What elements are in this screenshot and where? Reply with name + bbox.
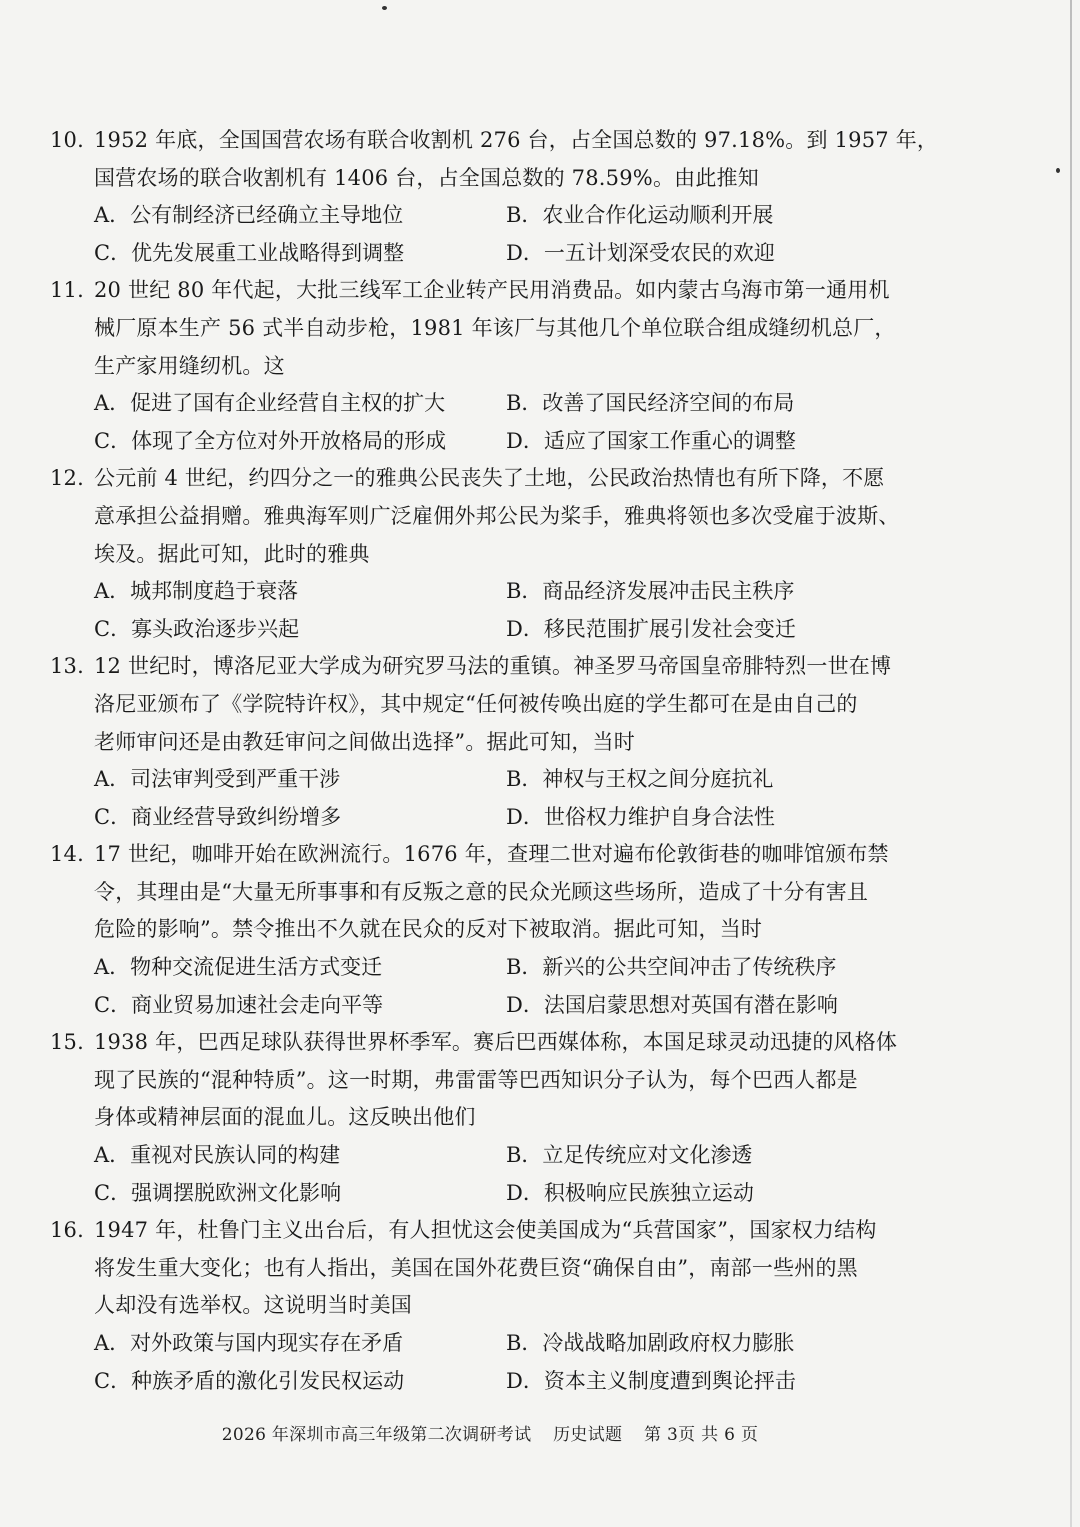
option-row <box>50 573 920 611</box>
question-stem-line: 现了民族的“混种特质”。这一时期，弗雷雷等巴西知识分子认为，每个巴西人都是 <box>94 1067 858 1092</box>
question-stem-line: 械厂原本生产 56 式半自动步枪，1981 年该厂与其他几个单位联合组成缝纫机总厂， <box>94 315 896 340</box>
option-a: A．促进了国有企业经营自主权的扩大 <box>94 391 446 416</box>
option-b: B．改善了国民经济空间的布局 <box>506 391 795 416</box>
option-row <box>50 987 920 1025</box>
question-stem-line <box>50 648 920 686</box>
question-stem-line: 危险的影响”。禁令推出不久就在民众的反对下被取消。据此可知，当时 <box>94 917 763 942</box>
option-b: B．冷战战略加剧政府权力膨胀 <box>506 1331 795 1355</box>
question-stem-line: 身体或精神层面的混血儿。这反映出他们 <box>94 1105 476 1130</box>
option-a: A．城邦制度趋于衰落 <box>94 579 299 604</box>
option-row <box>50 197 920 235</box>
question-list <box>50 122 939 1400</box>
option-d: D．积极响应民族独立运动 <box>506 1180 754 1205</box>
option-d: D．法国启蒙思想对英国有潜在影响 <box>506 992 838 1017</box>
option-row <box>50 1363 920 1401</box>
question-stem-line: 埃及。据此可知，此时的雅典 <box>94 541 370 566</box>
option-row <box>50 761 920 799</box>
question-number: 13. <box>50 654 84 679</box>
question-stem-line <box>50 1024 920 1062</box>
option-c: C．强调摆脱欧洲文化影响 <box>94 1180 342 1205</box>
question-stem-text: 17 世纪，咖啡开始在欧洲流行。1676 年，查理二世对遍布伦敦街巷的咖啡馆颁布禁 <box>94 842 889 867</box>
option-b: B．新兴的公共空间冲击了传统秩序 <box>506 955 837 980</box>
option-c: C．种族矛盾的激化引发民权运动 <box>94 1368 405 1393</box>
question-stem-line <box>50 460 920 498</box>
question-stem-text: 20 世纪 80 年代起，大批三线军工企业转产民用消费品。如内蒙古乌海市第一通用机 <box>94 278 890 303</box>
footer-subject: 历史试题 <box>553 1425 623 1445</box>
question-16 <box>50 1212 920 1400</box>
option-b: B．立足传统应对文化渗透 <box>506 1143 753 1168</box>
question-number: 14. <box>50 842 84 867</box>
option-row <box>50 1175 920 1213</box>
question-stem-line: 令，其理由是“大量无所事事和有反叛之意的民众光顾这些场所，造成了十分有害且 <box>94 879 869 904</box>
question-number: 10. <box>50 128 84 152</box>
option-row <box>50 385 920 423</box>
option-c: C．体现了全方位对外开放格局的形成 <box>94 428 447 453</box>
option-row <box>50 949 920 987</box>
question-stem-line <box>50 1212 920 1250</box>
question-stem-line <box>50 122 939 160</box>
footer-exam-name: 2026 年深圳市高三年级第二次调研考试 <box>221 1425 532 1445</box>
question-stem-line: 将发生重大变化；也有人指出，美国在国外花费巨资“确保自由”，南部一些州的黑 <box>94 1255 858 1280</box>
option-c: C．寡头政治逐步兴起 <box>94 616 300 641</box>
option-a: A．物种交流促进生活方式变迁 <box>94 955 383 980</box>
question-number: 15. <box>50 1030 84 1055</box>
option-b: B．农业合作化运动顺利开展 <box>506 203 774 228</box>
option-d: D．适应了国家工作重心的调整 <box>506 428 796 453</box>
option-row <box>50 799 920 837</box>
question-stem-text: 1947 年，杜鲁门主义出台后，有人担忧这会使美国成为“兵营国家”，国家权力结构 <box>94 1218 877 1243</box>
question-number: 11. <box>50 278 84 303</box>
question-stem-line: 老师审问还是由教廷审问之间做出选择”。据此可知，当时 <box>94 729 635 754</box>
option-d: D．世俗权力维护自身合法性 <box>506 804 775 829</box>
page-edge <box>1070 0 1072 1527</box>
option-d: D．一五计划深受农民的欢迎 <box>506 240 775 265</box>
question-stem-line: 洛尼亚颁布了《学院特许权》，其中规定“任何被传唤出庭的学生都可在是由自己的 <box>94 691 858 716</box>
question-number: 16. <box>50 1218 84 1243</box>
question-stem-text: 1938 年，巴西足球队获得世界杯季军。赛后巴西媒体称，本国足球灵动迅捷的风格体 <box>94 1030 898 1055</box>
scan-speck <box>1056 168 1060 173</box>
option-c: C．优先发展重工业战略得到调整 <box>94 240 405 265</box>
question-15 <box>50 1024 920 1212</box>
option-row <box>50 611 920 649</box>
option-row <box>50 235 920 273</box>
question-stem-line: 生产家用缝纫机。这 <box>94 353 285 378</box>
footer-page-number: 第 3页 共 6 页 <box>644 1425 759 1445</box>
option-d: D．资本主义制度遭到舆论抨击 <box>506 1368 796 1393</box>
question-stem-text: 1952 年底，全国国营农场有联合收割机 276 台，占全国总数的 97.18%。到 1957 年， <box>94 128 939 152</box>
option-a: A．司法审判受到严重干涉 <box>94 767 341 792</box>
option-a: A．公有制经济已经确立主导地位 <box>94 203 404 228</box>
option-c: C．商业贸易加速社会走向平等 <box>94 992 384 1017</box>
question-12 <box>50 460 920 648</box>
option-row <box>50 1325 920 1363</box>
option-a: A．重视对民族认同的构建 <box>94 1143 341 1168</box>
question-14 <box>50 836 920 1024</box>
question-stem-text: 12 世纪时，博洛尼亚大学成为研究罗马法的重镇。神圣罗马帝国皇帝腓特烈一世在博 <box>94 654 892 679</box>
page-footer <box>0 1420 980 1445</box>
question-stem-line: 意承担公益捐赠。雅典海军则广泛雇佣外邦公民为桨手，雅典将领也多次受雇于波斯、 <box>94 503 900 528</box>
question-number: 12. <box>50 466 84 491</box>
option-c: C．商业经营导致纠纷增多 <box>94 804 342 829</box>
option-b: B．神权与王权之间分庭抗礼 <box>506 767 774 792</box>
option-a: A．对外政策与国内现实存在矛盾 <box>94 1331 404 1355</box>
question-13 <box>50 648 920 836</box>
option-row <box>50 1137 920 1175</box>
question-stem-line <box>50 272 920 310</box>
question-11 <box>50 272 920 460</box>
option-d: D．移民范围扩展引发社会变迁 <box>506 616 796 641</box>
question-stem-text: 公元前 4 世纪，约四分之一的雅典公民丧失了土地，公民政治热情也有所下降，不愿 <box>94 466 885 491</box>
option-row <box>50 423 920 461</box>
question-stem-line <box>50 836 920 874</box>
question-stem-line: 国营农场的联合收割机有 1406 台，占全国总数的 78.59%。由此推知 <box>94 165 759 190</box>
question-10 <box>50 122 939 272</box>
question-stem-line: 人却没有选举权。这说明当时美国 <box>94 1293 412 1318</box>
option-b: B．商品经济发展冲击民主秩序 <box>506 579 795 604</box>
scan-speck <box>382 6 387 10</box>
